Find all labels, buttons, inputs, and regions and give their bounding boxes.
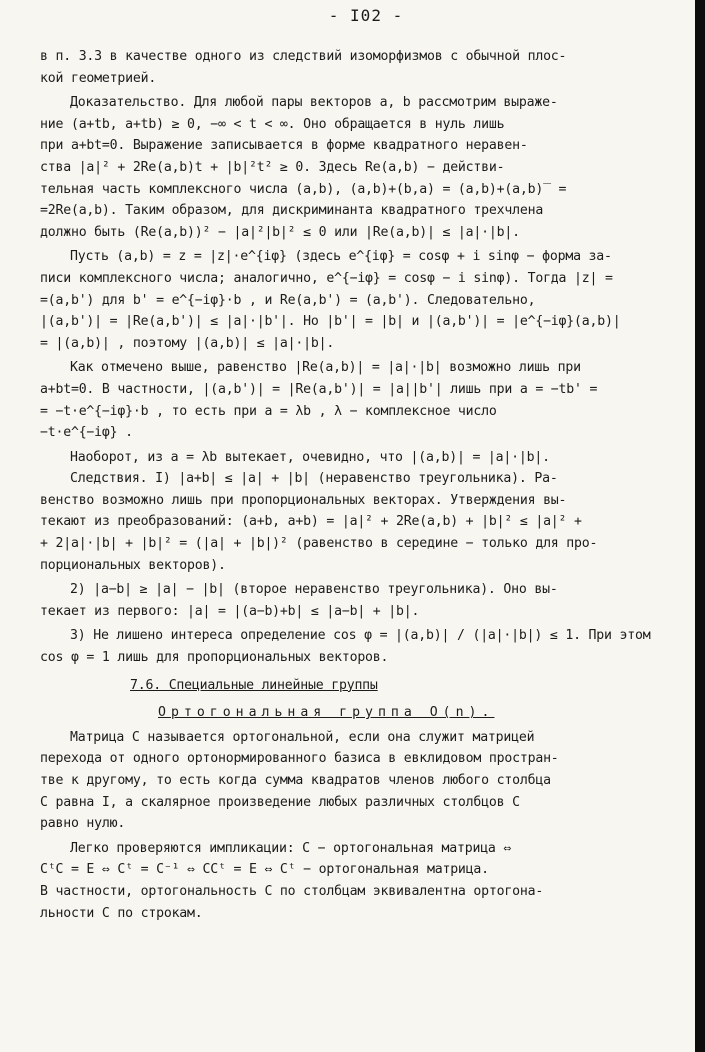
- corollaries-line: Следствия. I) |a+b| ≤ |a| + |b| (неравенство треугольника). Ра-: [70, 471, 558, 487]
- text-line: ства |a|² + 2Re(a,b)t + |b|²t² ≥ 0. Здесь Re(a,b) − действи-: [40, 159, 505, 175]
- text-line: в п. 3.3 в качестве одного из следствий изоморфизмов с обычной плос-: [40, 49, 567, 64]
- page-number: - I02 -: [328, 6, 404, 25]
- subsection-heading: Ортогональная группа O(n).: [158, 705, 495, 721]
- text-line: a+bt=0. В частности, |(a,b')| = |Re(a,b')| = |a||b'| лишь при a = −tb' =: [40, 381, 598, 397]
- page-edge-shadow: [695, 0, 705, 1052]
- text-line: текают из преобразований: (a+b, a+b) = |a|² + 2Re(a,b) + |b|² ≤ |a|² +: [40, 514, 582, 530]
- body-text: [40, 46, 692, 924]
- text-line: Пусть (a,b) = z = |z|·e^{iφ} (здесь e^{iφ} = cosφ + i sinφ − форма за-: [70, 249, 612, 265]
- text-line: = |(a,b)| , поэтому |(a,b)| ≤ |a|·|b|.: [40, 335, 335, 351]
- text-line: при a+bt=0. Выражение записывается в форме квадратного неравен-: [40, 138, 528, 154]
- section-heading: 7.6. Специальные линейные группы: [130, 677, 378, 693]
- text-line: порциональных векторов).: [40, 557, 226, 573]
- text-line: −t·e^{−iφ} .: [40, 425, 133, 441]
- text-line: Легко проверяются импликации: C − ортогональная матрица ⇔: [70, 840, 512, 856]
- text-line: |(a,b')| = |Re(a,b')| ≤ |a|·|b'|. Но |b'| = |b| и |(a,b')| = |e^{−iφ}(a,b)|: [40, 314, 621, 330]
- text-line: перехода от одного ортонормированного базиса в евклидовом простран-: [40, 751, 559, 767]
- text-line: должно быть (Re(a,b))² − |a|²|b|² ≤ 0 или |Re(a,b)| ≤ |a|·|b|.: [40, 224, 520, 240]
- text-line: 3) Не лишено интереса определение cos φ = |(a,b)| / (|a|·|b|) ≤ 1. При этом: [70, 628, 651, 644]
- text-line: льности C по строкам.: [40, 905, 203, 921]
- text-line: кой геометрией.: [40, 70, 157, 86]
- text-line: Наоборот, из a = λb вытекает, очевидно, что |(a,b)| = |a|·|b|.: [70, 449, 550, 465]
- text-line: Как отмечено выше, равенство |Re(a,b)| = |a|·|b| возможно лишь при: [70, 360, 581, 376]
- text-line: =2Re(a,b). Таким образом, для дискриминанта квадратного трехчлена: [40, 203, 544, 219]
- text-line: В частности, ортогональность C по столбцам эквивалентна ортогона-: [40, 883, 544, 899]
- text-line: венство возможно лишь при пропорциональных векторах. Утверждения вы-: [40, 492, 567, 508]
- document-page: [40, 0, 692, 1052]
- text-line: равно нулю.: [40, 816, 126, 832]
- text-line: CᵗC = E ⇔ Cᵗ = C⁻¹ ⇔ CCᵗ = E ⇔ Cᵗ − ортогональная матрица.: [40, 862, 489, 878]
- text-line: тельная часть комплексного числа (a,b), (a,b)+(b,a) = (a,b)+(a,b)‾ =: [40, 181, 567, 197]
- text-line: текает из первого: |a| = |(a−b)+b| ≤ |a−b| + |b|.: [40, 603, 420, 619]
- text-line: писи комплексного числа; аналогично, e^{−iφ} = cosφ − i sinφ). Тогда |z| =: [40, 270, 613, 286]
- text-line: ние (a+tb, a+tb) ≥ 0, −∞ < t < ∞. Оно обращается в нуль лишь: [40, 116, 505, 132]
- text-line: C равна I, а скалярное произведение любых различных столбцов C: [40, 794, 520, 810]
- text-line: 2) |a−b| ≥ |a| − |b| (второе неравенство треугольника). Оно вы-: [70, 582, 558, 598]
- text-line: тве к другому, то есть когда сумма квадратов членов любого столбца: [40, 773, 551, 788]
- text-line: Матрица C называется ортогональной, если она служит матрицей: [70, 729, 535, 745]
- text-line: = −t·e^{−iφ}·b , то есть при a = λb , λ − комплексное число: [40, 403, 497, 419]
- text-line: + 2|a|·|b| + |b|² = (|a| + |b|)² (равенство в середине − только для про-: [40, 536, 598, 552]
- text-line: cos φ = 1 лишь для пропорциональных векторов.: [40, 650, 389, 666]
- proof-heading-line: Доказательство. Для любой пары векторов a, b рассмотрим выраже-: [70, 95, 558, 111]
- text-line: =(a,b') для b' = e^{−iφ}·b , и Re(a,b') = (a,b'). Следовательно,: [40, 292, 536, 308]
